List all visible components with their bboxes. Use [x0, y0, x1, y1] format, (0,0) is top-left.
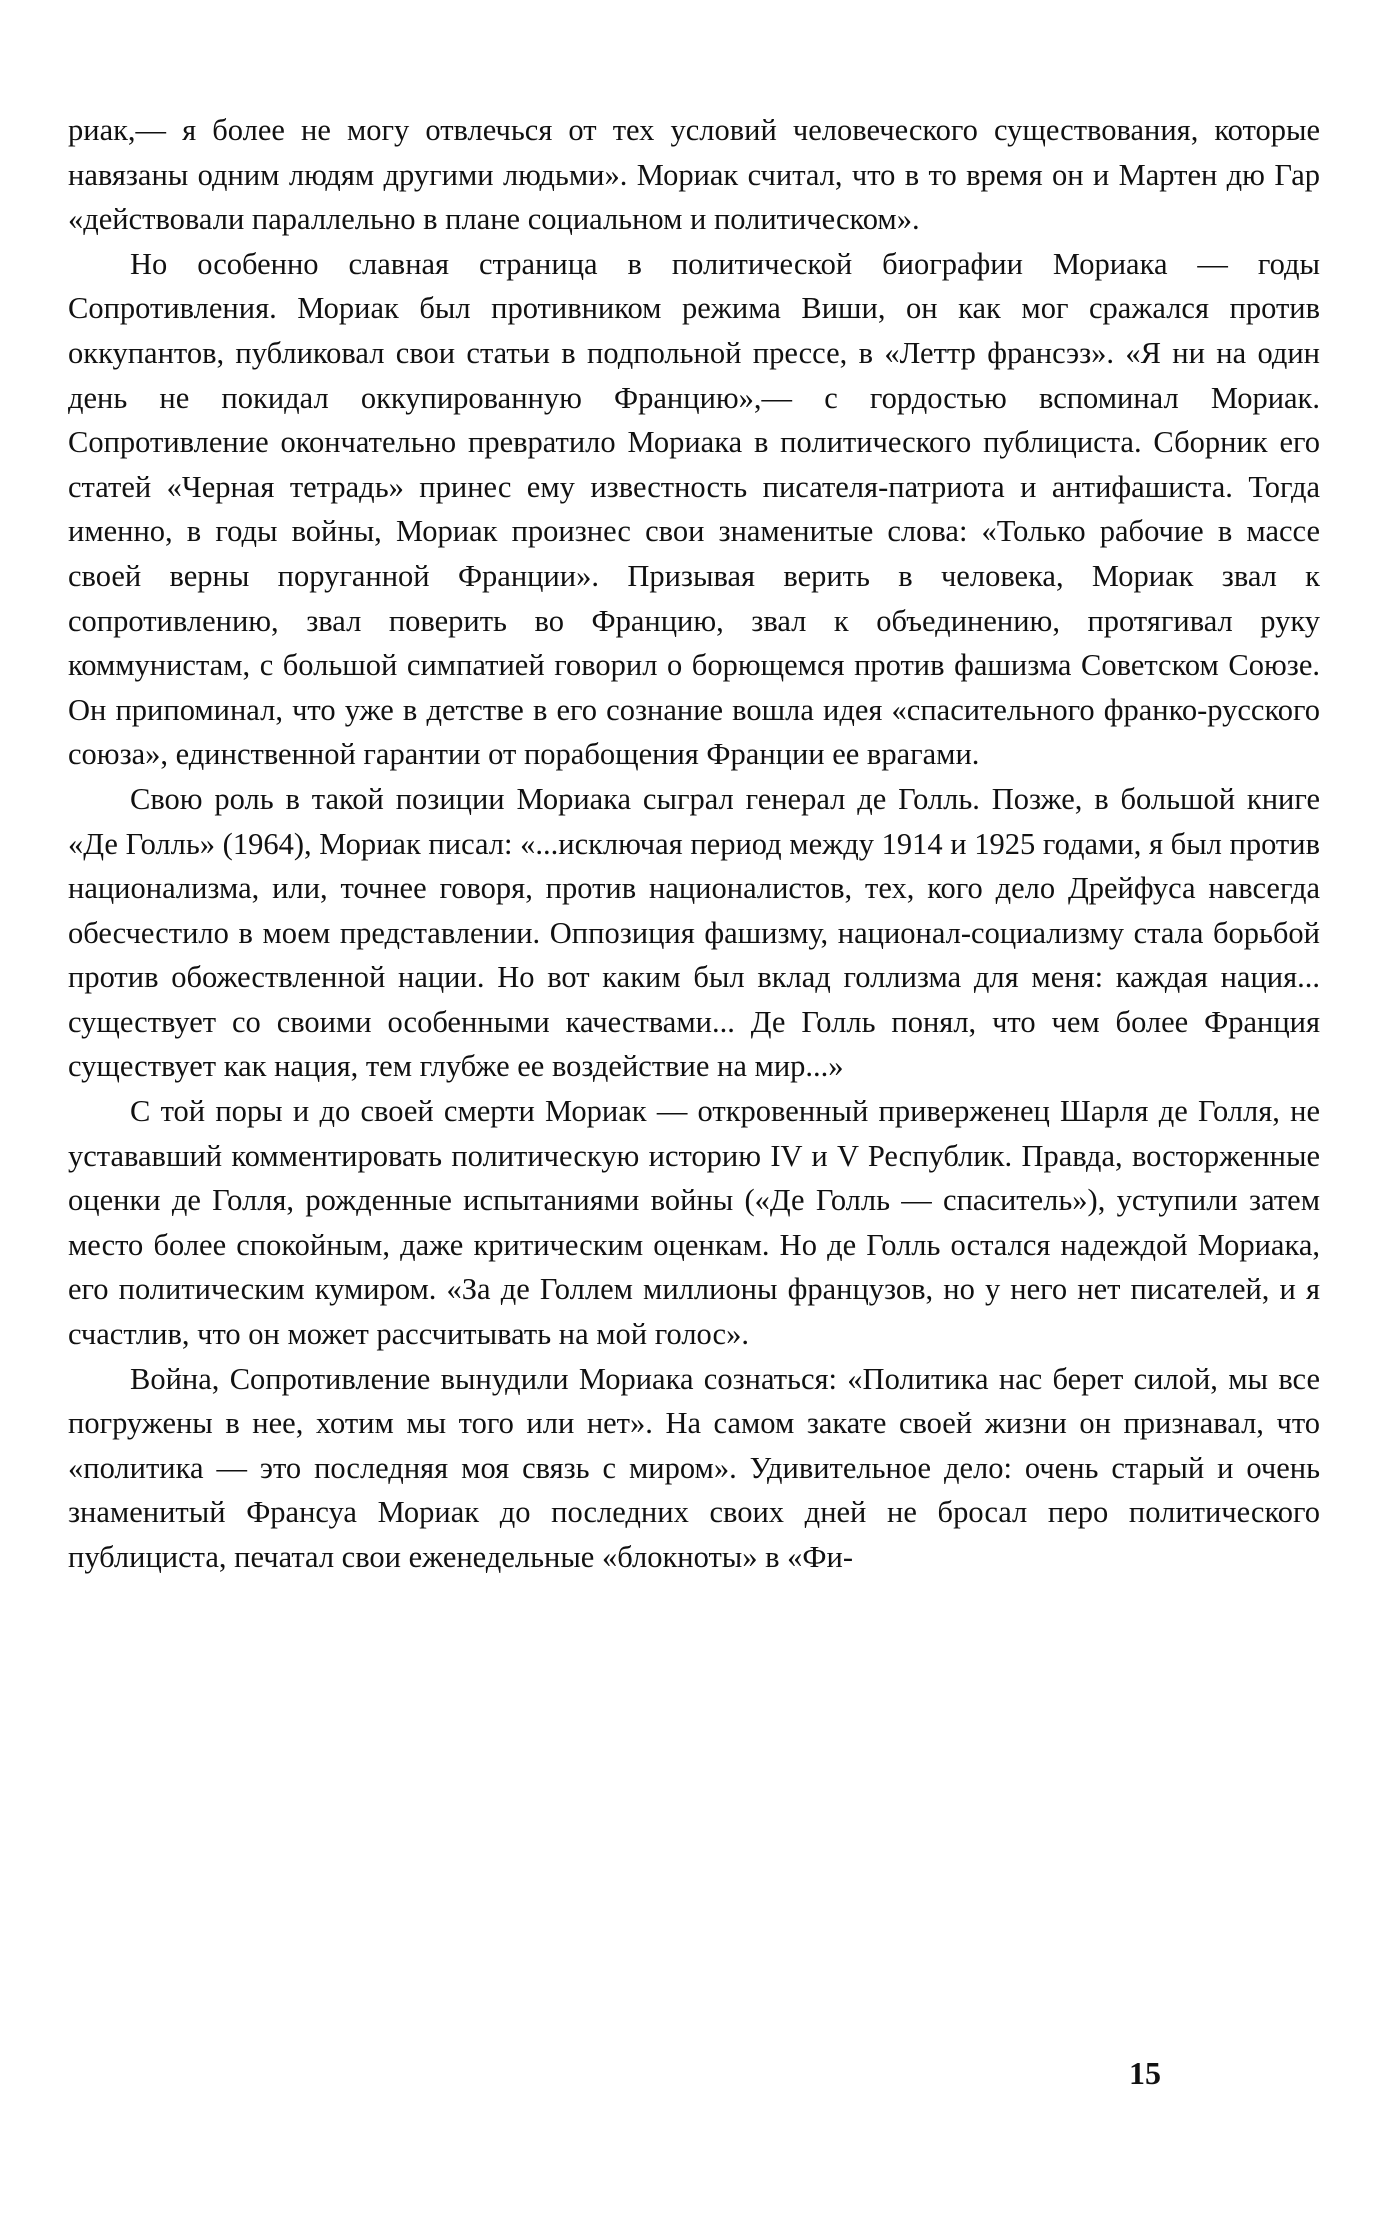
- paragraph-2: Но особенно славная страница в политической биографии Мориака — годы Сопротивления. Мориак был противником режима Виши, он как мог сражался против оккупантов, публиковал свои статьи в подпольной прессе, в «Леттр франсэз». «Я ни на один день не покидал оккупированную Францию»,— с гордостью вспоминал Мориак. Сопротивление окончательно превратило Мориака в политического публициста. Сборник его статей «Черная тетрадь» принес ему известность писателя-патриота и антифашиста. Тогда именно, в годы войны, Мориак произнес свои знаменитые слова: «Только рабочие в массе своей верны поруганной Франции». Призывая верить в человека, Мориак звал к сопротивлению, звал поверить во Францию, звал к объединению, протягивал руку коммунистам, с большой симпатией говорил о борющемся против фашизма Советском Союзе. Он припоминал, что уже в детстве в его сознание вошла идея «спасительного франко-русского союза», единственной гарантии от порабощения Франции ее врагами.: [68, 246, 1320, 772]
- paragraph-4: С той поры и до своей смерти Мориак — откровенный приверженец Шарля де Голля, не устававший комментировать политическую историю IV и V Республик. Правда, восторженные оценки де Голля, рожденные испытаниями войны («Де Голль — спаситель»), уступили затем место более спокойным, даже критическим оценкам. Но де Голль остался надеждой Мориака, его политическим кумиром. «За де Голлем миллионы французов, но у него нет писателей, и я счастлив, что он может рассчитывать на мой голос».: [68, 1094, 1320, 1352]
- page-number: 15: [1129, 2055, 1161, 2091]
- paragraph-5: Война, Сопротивление вынудили Мориака сознаться: «Политика нас берет силой, мы все погружены в нее, хотим мы того или нет». На самом закате своей жизни он признавал, что «политика — это последняя моя связь с миром». Удивительное дело: очень старый и очень знаменитый Франсуа Мориак до последних своих дней не бросал перо политического публициста, печатал свои еженедельные «блокноты» в «Фи-: [68, 1361, 1320, 1574]
- paragraph-1: риак,— я более не могу отвлечься от тех условий человеческого существования, которые навязаны одним людям другими людьми». Мориак считал, что в то время он и Мартен дю Гар «действовали параллельно в плане социальном и политическом».: [68, 113, 1320, 237]
- paragraph-3: Свою роль в такой позиции Мориака сыграл генерал де Голль. Позже, в большой книге «Де Голль» (1964), Мориак писал: «...исключая период между 1914 и 1925 годами, я был против национализма, или, точнее говоря, против националистов, тех, кого дело Дрейфуса навсегда обесчестило в моем представлении. Оппозиция фашизму, национал-социализму стала борьбой против обожествленной нации. Но вот каким был вклад голлизма для меня: каждая нация... существует со своими особенными качествами... Де Голль понял, что чем более Франция существует как нация, тем глубже ее воздействие на мир...»: [68, 781, 1320, 1084]
- page-body: [68, 108, 1320, 1580]
